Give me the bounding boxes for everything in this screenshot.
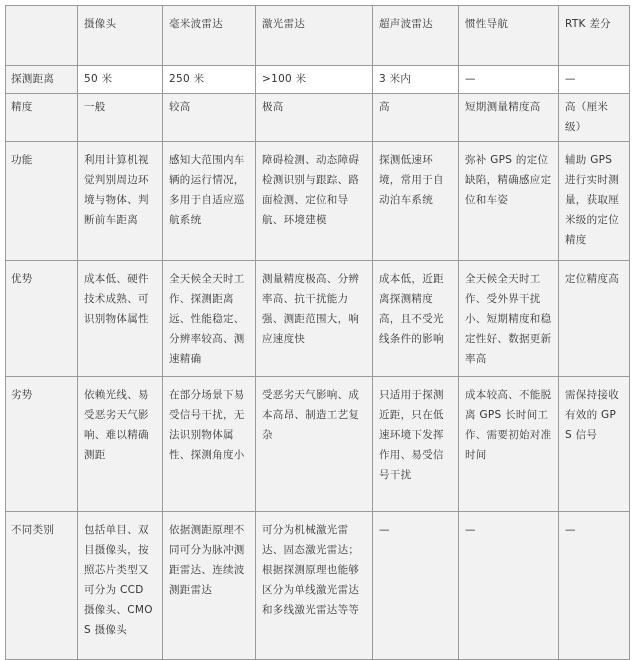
- header-cell-corner: [6, 6, 78, 66]
- row-label: 功能: [6, 142, 78, 261]
- table-cell: 利用计算机视觉判别周边环境与物体、判断前车距离: [78, 142, 163, 261]
- table-cell: 辅助 GPS 进行实时测量，获取厘米级的定位精度: [559, 142, 630, 261]
- row-label: 不同类别: [6, 512, 78, 660]
- table-cell: 依据测距原理不同可分为脉冲测距雷达、连续波测距雷达: [163, 512, 256, 660]
- table-cell: 只适用于探测近距，只在低速环境下发挥作用、易受信号干扰: [373, 377, 459, 512]
- header-cell-inertial-navigation: 惯性导航: [459, 6, 559, 66]
- table-row-range: [6, 66, 630, 94]
- table-cell: 感知大范围内车辆的运行情况，多用于自适应巡航系统: [163, 142, 256, 261]
- table-cell: 成本较高、不能脱离 GPS 长时间工作、需要初始对准时间: [459, 377, 559, 512]
- row-label: 劣势: [6, 377, 78, 512]
- table-row-categories: [6, 512, 630, 660]
- table-cell: 需保持接收有效的 GPS 信号: [559, 377, 630, 512]
- table-cell: 全天候全天时工作、探测距离远、性能稳定、分辨率较高、测速精确: [163, 261, 256, 377]
- table-cell: —: [459, 512, 559, 660]
- table-cell: 障碍检测、动态障碍检测识别与跟踪、路面检测、定位和导航、环境建模: [256, 142, 373, 261]
- table-row-advantages: [6, 261, 630, 377]
- table-cell: 全天候全天时工作、受外界干扰小、短期精度和稳定性好、数据更新率高: [459, 261, 559, 377]
- table-cell: 弥补 GPS 的定位缺陷，精确感应定位和车姿: [459, 142, 559, 261]
- table-cell: 50 米: [78, 66, 163, 94]
- table-cell: 3 米内: [373, 66, 459, 94]
- table-cell: 较高: [163, 94, 256, 142]
- table-cell: 在部分场景下易受信号干扰，无法识别物体属性、探测角度小: [163, 377, 256, 512]
- row-label: 优势: [6, 261, 78, 377]
- table-cell: —: [559, 66, 630, 94]
- header-cell-mmwave-radar: 毫米波雷达: [163, 6, 256, 66]
- table-cell: 可分为机械激光雷达、固态激光雷达；根据探测原理也能够区分为单线激光雷达和多线激光雷达等等: [256, 512, 373, 660]
- table-cell: 受恶劣天气影响、成本高昂、制造工艺复杂: [256, 377, 373, 512]
- table-cell: 高: [373, 94, 459, 142]
- table-cell: 测量精度极高、分辨率高、抗干扰能力强、测距范围大，响应速度快: [256, 261, 373, 377]
- table-row-accuracy: [6, 94, 630, 142]
- table-cell: 包括单目、双目摄像头，按照芯片类型又可分为 CCD 摄像头、CMOS 摄像头: [78, 512, 163, 660]
- table-cell: 定位精度高: [559, 261, 630, 377]
- table-cell: —: [459, 66, 559, 94]
- row-label: 精度: [6, 94, 78, 142]
- header-cell-rtk: RTK 差分: [559, 6, 630, 66]
- header-row: [6, 6, 630, 66]
- table-row-disadvantages: [6, 377, 630, 512]
- table-cell: —: [373, 512, 459, 660]
- header-cell-ultrasonic-radar: 超声波雷达: [373, 6, 459, 66]
- row-label: 探测距离: [6, 66, 78, 94]
- table-cell: —: [559, 512, 630, 660]
- header-cell-lidar: 激光雷达: [256, 6, 373, 66]
- table-cell: 成本低，近距离探测精度高，且不受光线条件的影响: [373, 261, 459, 377]
- table-cell: 极高: [256, 94, 373, 142]
- table-cell: 250 米: [163, 66, 256, 94]
- sensor-comparison-table: [5, 5, 630, 660]
- table-cell: 探测低速环境，常用于自动泊车系统: [373, 142, 459, 261]
- table-cell: >100 米: [256, 66, 373, 94]
- table-cell: 依赖光线、易受恶劣天气影响、难以精确测距: [78, 377, 163, 512]
- table-cell: 高（厘米级）: [559, 94, 630, 142]
- table-cell: 成本低、硬件技术成熟、可识别物体属性: [78, 261, 163, 377]
- header-cell-camera: 摄像头: [78, 6, 163, 66]
- table-cell: 短期测量精度高: [459, 94, 559, 142]
- table-row-function: [6, 142, 630, 261]
- table-cell: 一般: [78, 94, 163, 142]
